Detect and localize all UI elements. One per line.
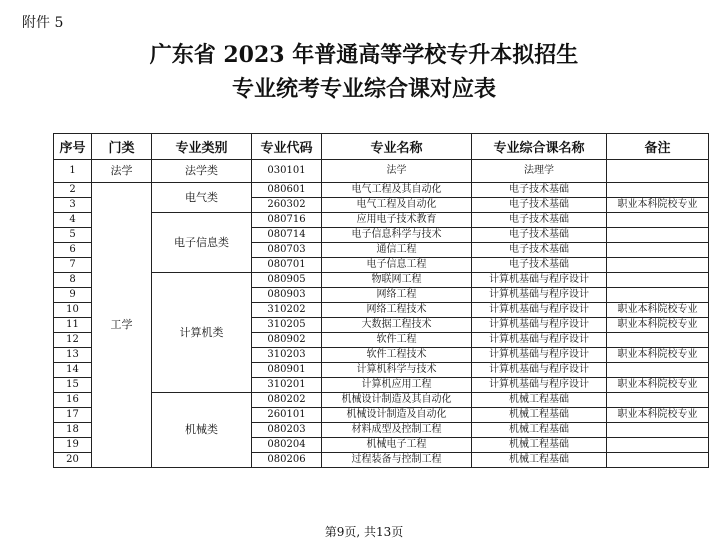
cell-name: 大数据工程技术 bbox=[322, 318, 472, 333]
cell-course: 电子技术基础 bbox=[472, 183, 607, 198]
cell-code: 080714 bbox=[252, 228, 322, 243]
cell-name: 应用电子技术教育 bbox=[322, 213, 472, 228]
cell-code: 310203 bbox=[252, 348, 322, 363]
cell-no: 19 bbox=[54, 438, 92, 453]
cell-name: 机械电子工程 bbox=[322, 438, 472, 453]
cell-code: 080703 bbox=[252, 243, 322, 258]
cell-name: 法学 bbox=[322, 160, 472, 183]
cell-note bbox=[607, 333, 709, 348]
cell-code: 080701 bbox=[252, 258, 322, 273]
cell-no: 16 bbox=[54, 393, 92, 408]
cell-note bbox=[607, 213, 709, 228]
cell-name: 网络工程 bbox=[322, 288, 472, 303]
cell-group: 机械类 bbox=[152, 393, 252, 468]
cell-name: 机械设计制造及其自动化 bbox=[322, 393, 472, 408]
attachment-label: 附件 5 bbox=[22, 15, 64, 31]
header-group: 专业类别 bbox=[152, 134, 252, 160]
cell-note bbox=[607, 393, 709, 408]
cell-code: 260302 bbox=[252, 198, 322, 213]
cell-note bbox=[607, 243, 709, 258]
major-course-table bbox=[53, 133, 709, 468]
cell-code: 080206 bbox=[252, 453, 322, 468]
cell-course: 计算机基础与程序设计 bbox=[472, 348, 607, 363]
cell-name: 软件工程 bbox=[322, 333, 472, 348]
cell-category: 工学 bbox=[92, 183, 152, 468]
cell-code: 080902 bbox=[252, 333, 322, 348]
cell-name: 电气工程及自动化 bbox=[322, 198, 472, 213]
cell-no: 13 bbox=[54, 348, 92, 363]
cell-note: 职业本科院校专业 bbox=[607, 303, 709, 318]
cell-no: 7 bbox=[54, 258, 92, 273]
page-title: 广东省 2023 年普通高等学校专升本拟招生 bbox=[149, 42, 579, 68]
page-footer: 第9页, 共13页 bbox=[324, 525, 404, 539]
cell-code: 260101 bbox=[252, 408, 322, 423]
table-row bbox=[54, 160, 709, 183]
table-row bbox=[54, 183, 709, 198]
cell-note: 职业本科院校专业 bbox=[607, 318, 709, 333]
cell-code: 310205 bbox=[252, 318, 322, 333]
header-code: 专业代码 bbox=[252, 134, 322, 160]
cell-note bbox=[607, 228, 709, 243]
cell-course: 计算机基础与程序设计 bbox=[472, 318, 607, 333]
cell-course: 机械工程基础 bbox=[472, 423, 607, 438]
cell-no: 15 bbox=[54, 378, 92, 393]
cell-code: 080901 bbox=[252, 363, 322, 378]
cell-course: 机械工程基础 bbox=[472, 393, 607, 408]
cell-note bbox=[607, 453, 709, 468]
cell-note bbox=[607, 288, 709, 303]
cell-no: 6 bbox=[54, 243, 92, 258]
cell-no: 17 bbox=[54, 408, 92, 423]
cell-note bbox=[607, 363, 709, 378]
cell-name: 计算机科学与技术 bbox=[322, 363, 472, 378]
cell-course: 电子技术基础 bbox=[472, 258, 607, 273]
page-subtitle: 专业统考专业综合课对应表 bbox=[231, 76, 496, 102]
cell-course: 电子技术基础 bbox=[472, 243, 607, 258]
cell-course: 计算机基础与程序设计 bbox=[472, 303, 607, 318]
cell-code: 080204 bbox=[252, 438, 322, 453]
table-row bbox=[54, 213, 709, 228]
cell-no: 5 bbox=[54, 228, 92, 243]
cell-no: 20 bbox=[54, 453, 92, 468]
cell-code: 080903 bbox=[252, 288, 322, 303]
cell-course: 机械工程基础 bbox=[472, 438, 607, 453]
cell-code: 080905 bbox=[252, 273, 322, 288]
cell-name: 电子信息科学与技术 bbox=[322, 228, 472, 243]
cell-no: 14 bbox=[54, 363, 92, 378]
cell-note bbox=[607, 438, 709, 453]
header-category: 门类 bbox=[92, 134, 152, 160]
cell-no: 1 bbox=[54, 160, 92, 183]
header-no: 序号 bbox=[54, 134, 92, 160]
cell-code: 080202 bbox=[252, 393, 322, 408]
table-row bbox=[54, 393, 709, 408]
cell-note: 职业本科院校专业 bbox=[607, 378, 709, 393]
cell-no: 9 bbox=[54, 288, 92, 303]
cell-name: 网络工程技术 bbox=[322, 303, 472, 318]
cell-course: 电子技术基础 bbox=[472, 213, 607, 228]
cell-group: 法学类 bbox=[152, 160, 252, 183]
cell-course: 电子技术基础 bbox=[472, 228, 607, 243]
header-name: 专业名称 bbox=[322, 134, 472, 160]
header-course: 专业综合课名称 bbox=[472, 134, 607, 160]
cell-code: 080203 bbox=[252, 423, 322, 438]
cell-no: 4 bbox=[54, 213, 92, 228]
cell-no: 18 bbox=[54, 423, 92, 438]
cell-code: 080601 bbox=[252, 183, 322, 198]
cell-course: 电子技术基础 bbox=[472, 198, 607, 213]
cell-name: 计算机应用工程 bbox=[322, 378, 472, 393]
table-row bbox=[54, 273, 709, 288]
cell-name: 材料成型及控制工程 bbox=[322, 423, 472, 438]
cell-code: 030101 bbox=[252, 160, 322, 183]
cell-note: 职业本科院校专业 bbox=[607, 408, 709, 423]
cell-note: 职业本科院校专业 bbox=[607, 198, 709, 213]
cell-note: 职业本科院校专业 bbox=[607, 348, 709, 363]
cell-name: 机械设计制造及自动化 bbox=[322, 408, 472, 423]
cell-course: 法理学 bbox=[472, 160, 607, 183]
cell-course: 计算机基础与程序设计 bbox=[472, 273, 607, 288]
cell-no: 3 bbox=[54, 198, 92, 213]
cell-note bbox=[607, 183, 709, 198]
cell-name: 过程装备与控制工程 bbox=[322, 453, 472, 468]
cell-no: 12 bbox=[54, 333, 92, 348]
cell-name: 软件工程技术 bbox=[322, 348, 472, 363]
cell-name: 电气工程及其自动化 bbox=[322, 183, 472, 198]
cell-group: 电子信息类 bbox=[152, 213, 252, 273]
cell-course: 计算机基础与程序设计 bbox=[472, 288, 607, 303]
cell-note bbox=[607, 258, 709, 273]
header-note: 备注 bbox=[607, 134, 709, 160]
cell-no: 8 bbox=[54, 273, 92, 288]
cell-no: 11 bbox=[54, 318, 92, 333]
cell-no: 10 bbox=[54, 303, 92, 318]
cell-note bbox=[607, 273, 709, 288]
cell-name: 电子信息工程 bbox=[322, 258, 472, 273]
cell-note bbox=[607, 160, 709, 183]
cell-name: 通信工程 bbox=[322, 243, 472, 258]
cell-code: 310202 bbox=[252, 303, 322, 318]
cell-group: 计算机类 bbox=[152, 273, 252, 393]
cell-name: 物联网工程 bbox=[322, 273, 472, 288]
cell-course: 机械工程基础 bbox=[472, 408, 607, 423]
cell-course: 计算机基础与程序设计 bbox=[472, 333, 607, 348]
cell-note bbox=[607, 423, 709, 438]
cell-course: 计算机基础与程序设计 bbox=[472, 363, 607, 378]
cell-category: 法学 bbox=[92, 160, 152, 183]
cell-course: 计算机基础与程序设计 bbox=[472, 378, 607, 393]
cell-group: 电气类 bbox=[152, 183, 252, 213]
cell-code: 310201 bbox=[252, 378, 322, 393]
cell-course: 机械工程基础 bbox=[472, 453, 607, 468]
cell-no: 2 bbox=[54, 183, 92, 198]
cell-code: 080716 bbox=[252, 213, 322, 228]
table-header-row bbox=[54, 134, 709, 160]
